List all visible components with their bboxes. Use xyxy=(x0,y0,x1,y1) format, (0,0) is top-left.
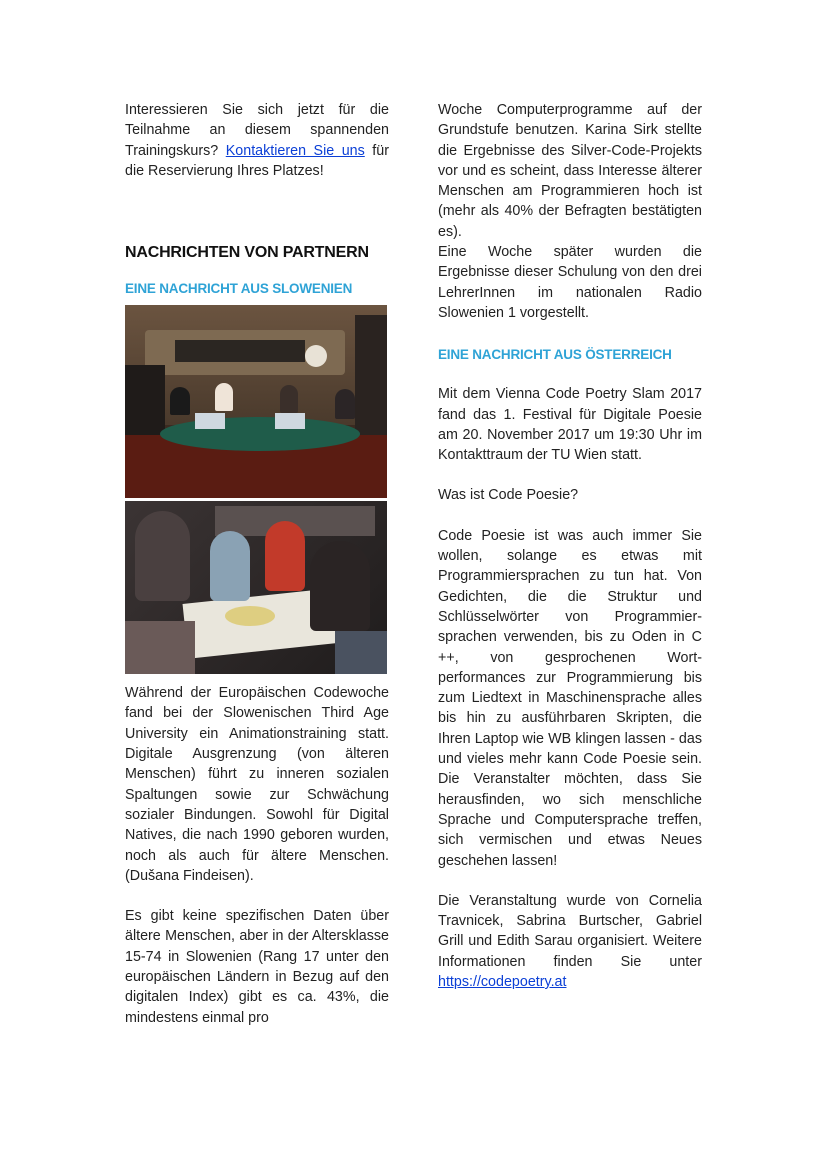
left-column xyxy=(125,100,389,1028)
code-poetry-paragraph: Code Poesie ist was auch immer Sie wollen, solange es etwas mit Programmiersprachen zu tun hat. Von Gedichten, die die Struktur und Schlüsselwörter von Programmier-sprachen verwenden, bis zu Oden in C ++, von gesprochenen Wort-performances zur Programmierung bis zum Liedtext in Maschinensprache alles bis hin zu ausführbaren Skripten, die Ihren Laptop wie WB klingen lassen - das und vieles mehr kann Code Poesie sein. Die Veranstalter möchten, dass Sie herausfinden, wo sich menschliche Sprache und Computersprache treffen, sich vermischen und etwas Neues geschehen lassen! xyxy=(438,527,702,869)
heading-austria: EINE NACHRICHT AUS ÖSTERREICH xyxy=(438,347,672,363)
slovenia-paragraph-2: Es gibt keine spezifischen Daten über ältere Menschen, aber in der Altersklasse 15-74 in Slowenien (Rang 17 unter den europäischen Ländern in Bezug auf den digitalen Index) gibt es ca. 43%, die mindestens einmal pro xyxy=(125,908,389,1026)
vienna-paragraph: Mit dem Vienna Code Poetry Slam 2017 fand das 1. Festival für Digitale Poesie am 20. November 2017 um 19:30 Uhr im Kontakttraum der TU Wien statt. xyxy=(438,386,702,464)
section-heading-partner-news: NACHRICHTEN VON PARTNERN xyxy=(125,244,369,262)
organizers-paragraph xyxy=(438,891,702,992)
radio-studio-photo xyxy=(125,305,387,498)
organizers-text: Die Veranstaltung wurde von Cornelia Travnicek, Sabrina Burtscher, Gabriel Grill und Edith Sarau organisiert. Weitere Informationen finden Sie unter xyxy=(438,892,702,970)
code-poetry-question: Was ist Code Poesie? xyxy=(438,487,579,504)
heading-slovenia: EINE NACHRICHT AUS SLOWENIEN xyxy=(125,281,353,297)
workshop-photo xyxy=(125,501,387,674)
intro-text: Interessieren Sie sich jetzt für die Teilnahme an diesem spannenden Trainingskurs? xyxy=(125,102,389,159)
intro-paragraph xyxy=(125,100,389,181)
contact-link[interactable]: Kontaktieren Sie uns xyxy=(225,142,365,159)
slovenia-paragraph-1: Während der Europäischen Codewoche fand bei der Slowenischen Third Age University ein Animationstraining statt. Digitale Ausgrenzung (von älteren Menschen) führt zu inneren sozialen Spaltungen sowie zur Schwächung sozialer Bindungen. Sowohl für Digital Natives, die nach 1990 geboren wurden, noch als auch für ältere Menschen. (Dušana Findeisen). xyxy=(125,685,389,884)
codepoetry-link[interactable]: https://codepoetry.at xyxy=(438,973,567,990)
slovenia-paragraph-continued: Woche Computerprogramme auf der Grundstufe benutzen. Karina Sirk stellte die Ergebnisse des Silver-Code-Projekts vor und es scheint, dass Interesse älterer Menschen am Programmieren hoch ist (mehr als 40% der Befragten bestätigten es). xyxy=(438,102,702,240)
radio-paragraph: Eine Woche später wurden die Ergebnisse dieser Schulung von den drei LehrerInnen im nationalen Radio Slowenien 1 vorgestellt. xyxy=(438,244,702,321)
right-column xyxy=(438,100,702,992)
intro-tail: für die Reservierung Ihres Platzes! xyxy=(125,142,389,179)
